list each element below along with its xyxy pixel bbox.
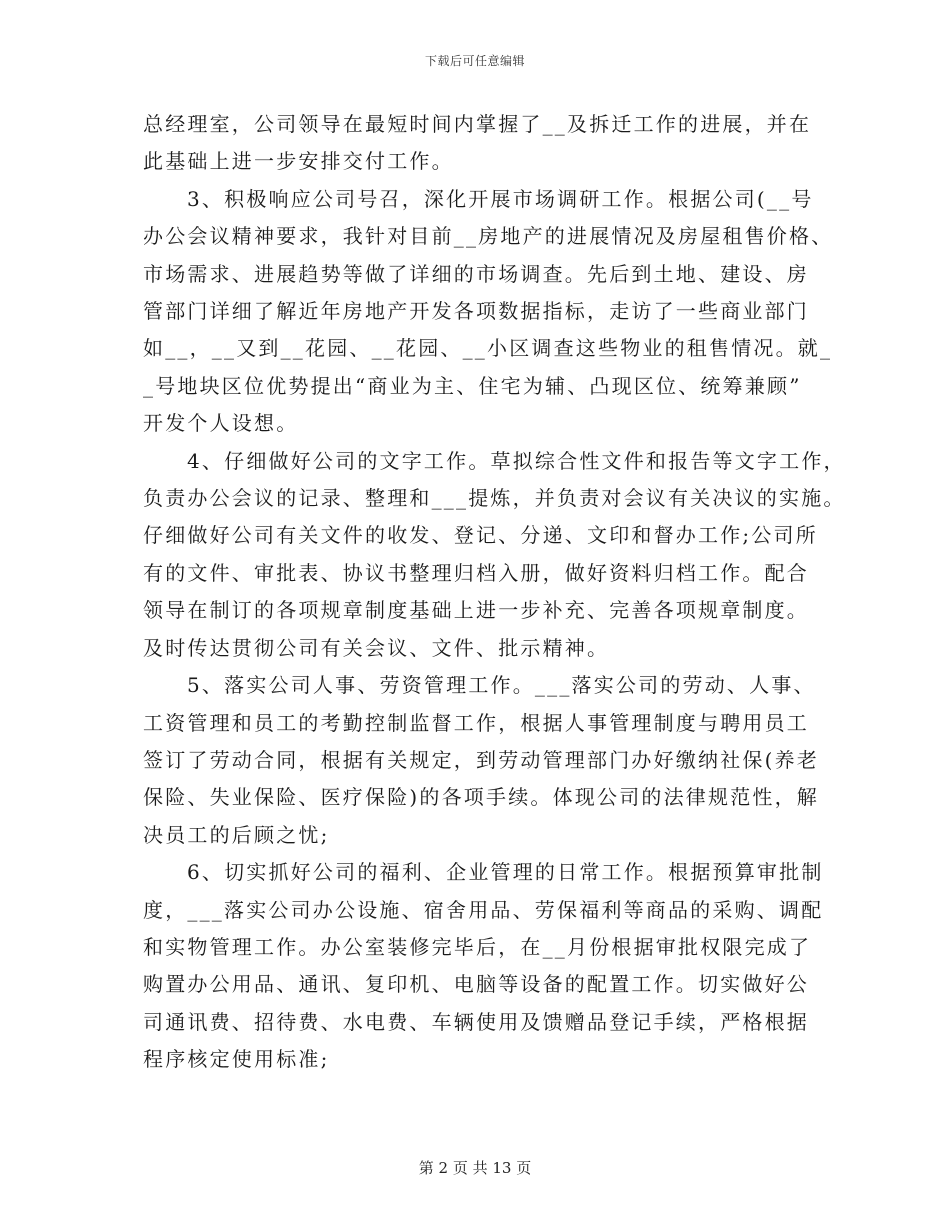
text-line: 程序核定使用标准; (143, 1047, 330, 1072)
text-line: 负责办公会议的记录、整理和___提炼，并负责对会议有关决议的实施。 (143, 486, 846, 511)
text-line: 购置办公用品、通讯、复印机、电脑等设备的配置工作。切实做好公 (143, 972, 809, 997)
text-line: 市场需求、进展趋势等做了详细的市场调查。先后到土地、建设、房 (143, 261, 809, 286)
text-line: 工资管理和员工的考勤控制监督工作，根据人事管理制度与聘用员工 (143, 710, 809, 735)
text-line: 总经理室，公司领导在最短时间内掌握了__及拆迁工作的进展，并在 (143, 112, 812, 136)
text-line: 决员工的后顾之忧; (143, 822, 330, 847)
text-line: 办公会议精神要求，我针对目前__房地产的进展情况及房屋租售价格、 (143, 224, 834, 249)
text-line: 及时传达贯彻公司有关会议、文件、批示精神。 (143, 635, 610, 660)
text-line: 签订了劳动合同，根据有关规定，到劳动管理部门办好缴纳社保(养老 (143, 747, 820, 772)
text-line: 3、积极响应公司号召，深化开展市场调研工作。根据公司(__号 (187, 186, 814, 211)
text-line: 和实物管理工作。办公室装修完毕后，在__月份根据审批权限完成了 (143, 934, 812, 959)
text-line: 如__，__又到__花园、__花园、__小区调查这些物业的租售情况。就_ (143, 336, 833, 361)
text-line: 司通讯费、招待费、水电费、车辆使用及馈赠品登记手续，严格根据 (143, 1009, 809, 1034)
paragraph-continuation (143, 106, 813, 181)
paragraph-item-3 (143, 181, 834, 443)
text-line: 仔细做好公司有关文件的收发、登记、分递、文印和督办工作;公司所 (143, 523, 818, 548)
text-line: 5、落实公司人事、劳资管理工作。___落实公司的劳动、人事、 (187, 673, 816, 698)
text-line: 有的文件、审批表、协议书整理归档入册，做好资料归档工作。配合 (143, 560, 809, 585)
document-body (143, 106, 846, 1079)
text-line: 保险、失业保险、医疗保险)的各项手续。体现公司的法律规范性，解 (143, 785, 820, 810)
paragraph-item-6 (143, 854, 824, 1078)
text-line: _号地块区位优势提出“商业为主、住宅为辅、凸现区位、统筹兼顾” (143, 373, 802, 398)
page-number-footer: 第 2 页 共 13 页 (418, 1159, 532, 1177)
paragraph-item-4 (143, 443, 846, 667)
text-line: 度，___落实公司办公设施、宿舍用品、劳保福利等商品的采购、调配 (143, 897, 824, 922)
text-line: 此基础上进一步安排交付工作。 (143, 149, 454, 174)
text-line: 领导在制订的各项规章制度基础上进一步补充、完善各项规章制度。 (143, 598, 809, 623)
paragraph-item-5 (143, 667, 820, 854)
text-line: 6、切实抓好公司的福利、企业管理的日常工作。根据预算审批制 (187, 860, 824, 885)
text-line: 开发个人设想。 (143, 411, 299, 436)
text-line: 4、仔细做好公司的文字工作。草拟综合性文件和报告等文字工作， (187, 448, 846, 473)
page-header: 下载后可任意编辑 (424, 54, 525, 68)
text-line: 管部门详细了解近年房地产开发各项数据指标，走访了一些商业部门 (143, 299, 809, 324)
